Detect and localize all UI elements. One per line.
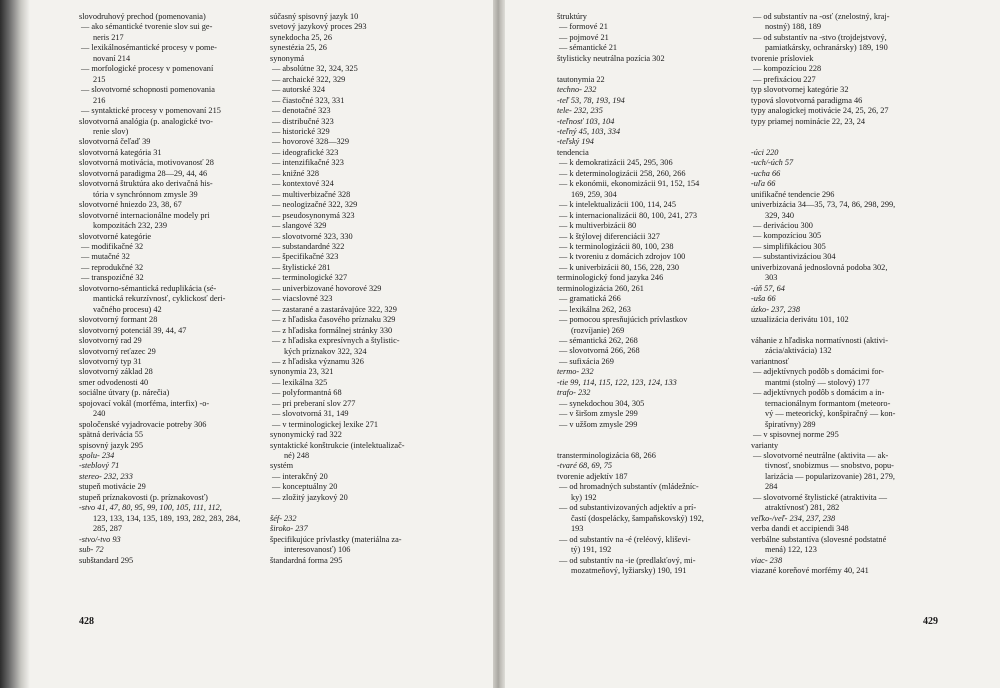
- index-subentry: nostný) 188, 189: [765, 22, 822, 32]
- index-subentry: — z hľadiska časového príznaku 329: [272, 315, 396, 325]
- index-subentry: — k štýlovej diferenciácii 327: [559, 231, 660, 241]
- page-number-left: 428: [79, 616, 94, 627]
- index-subentry: — z hľadiska významu 326: [272, 356, 364, 366]
- index-subentry: — autorské 324: [272, 85, 325, 95]
- index-subentry: — v spisovnej norme 295: [753, 430, 839, 440]
- entry-spacer: [751, 137, 937, 147]
- index-subentry: vačného procesu) 42: [93, 304, 162, 314]
- entry-spacer: [557, 430, 739, 440]
- index-entry: viazané koreňové morfémy 40, 241: [751, 565, 869, 575]
- index-subentry: 169, 259, 304: [571, 189, 617, 199]
- index-subentry: — zložitý jazykový 20: [272, 492, 348, 502]
- index-entry: tautonymia 22: [557, 74, 605, 84]
- index-entry: tvorenie adjektív 187: [557, 471, 628, 481]
- index-entry: váhanie z hľadiska normatívnosti (aktivi-: [751, 336, 889, 345]
- index-subentry: — k tvoreniu z domácich zdrojov 100: [559, 252, 686, 262]
- index-subentry: — gramatická 266: [559, 294, 621, 304]
- index-entry: súčasný spisovný jazyk 10: [270, 12, 359, 21]
- index-subentry: — viacslovné 323: [272, 294, 333, 304]
- index-entry: úzko- 237, 238: [751, 304, 801, 314]
- index-subentry: kých príznakov 322, 324: [284, 346, 367, 356]
- entry-spacer: [557, 64, 739, 74]
- index-subentry: renie slov): [93, 126, 129, 136]
- index-subentry: tý) 191, 192: [571, 545, 612, 555]
- index-subentry: mená) 122, 123: [765, 545, 817, 555]
- index-entry: slovotvorný rad 29: [79, 336, 142, 346]
- index-subentry: — historické 329: [272, 126, 330, 136]
- index-subentry: — sémantická 262, 268: [559, 336, 638, 346]
- index-subentry: — kompozíciou 305: [753, 231, 822, 241]
- index-entry: -teľ 53, 78, 193, 194: [557, 95, 625, 105]
- index-subentry: — slovotvorné schopnosti pomenovania: [81, 85, 215, 95]
- index-subentry: tória v synchrónnom zmysle 39: [93, 189, 198, 199]
- index-subentry: — neologizačné 322, 329: [272, 200, 358, 210]
- index-subentry: — slovotvorné 323, 330: [272, 231, 353, 241]
- index-subentry: — slangové 329: [272, 221, 327, 231]
- index-subentry: — k determinologizácii 258, 260, 266: [559, 168, 686, 178]
- index-entry: -tvaré 68, 69, 75: [557, 461, 613, 471]
- index-entry: slovotvorné kategórie: [79, 231, 152, 241]
- index-subentry: — polyformantná 68: [272, 388, 342, 398]
- index-entry: stupeň motivácie 29: [79, 482, 146, 492]
- index-subentry: — čiastočné 323, 331: [272, 95, 345, 105]
- index-subentry: — substandardné 322: [272, 241, 345, 251]
- index-entry: sociálne útvary (p. nárečia): [79, 388, 170, 398]
- index-entry: verba dandi et accipiendi 348: [751, 524, 849, 534]
- index-subentry: — k univerbizácii 80, 156, 228, 230: [559, 262, 680, 272]
- index-entry: stupeň príznakovosti (p. príznakovosť): [79, 492, 208, 502]
- index-entry: slovotvorná motivácia, motivovanosť 28: [79, 158, 214, 168]
- index-entry: systém: [270, 461, 294, 471]
- index-subentry: — slovotvorné štylistické (atraktivita —: [753, 492, 888, 502]
- index-subentry: — ako sémantické tvorenie slov sui ge-: [81, 22, 213, 32]
- index-entry: -úci 220: [751, 147, 779, 157]
- index-entry: spolu- 234: [79, 451, 115, 461]
- index-entry: uzualizácia derivátu 101, 102: [751, 315, 849, 325]
- index-entry: špecifikujúce prívlastky (materiálna za-: [270, 534, 402, 544]
- index-subentry: — transpozičné 32: [81, 273, 144, 283]
- index-subentry: zácia/aktivácia) 132: [765, 346, 832, 356]
- index-entry: terminologický fond jazyka 246: [557, 273, 664, 283]
- index-subentry: mantická rekurzívnosť, cyklickosť deri-: [93, 294, 226, 304]
- index-entry: smer odvodenosti 40: [79, 377, 149, 387]
- index-subentry: — knižné 328: [272, 168, 320, 178]
- index-subentry: — kompozíciou 228: [753, 64, 822, 74]
- index-subentry: 216: [93, 95, 106, 105]
- index-entry: -teľný 45, 103, 334: [557, 126, 621, 136]
- index-entry: variantnosť: [751, 356, 790, 366]
- index-entry: slovotvorné hniezdo 23, 38, 67: [79, 200, 182, 210]
- index-entry: univerbizácia 34—35, 73, 74, 86, 298, 299,: [751, 200, 896, 210]
- index-subentry: — pomocou spresňujúcich prívlastkov: [559, 315, 688, 325]
- index-entry: spoločenské vyjadrovacie potreby 306: [79, 419, 207, 429]
- index-subentry: — z hľadiska expresívnych a štylistic-: [272, 336, 400, 346]
- index-subentry: 123, 133, 134, 135, 189, 193, 282, 283, 284,: [93, 513, 241, 523]
- index-entry: tele- 232, 235: [557, 106, 603, 116]
- index-entry: štandardná forma 295: [270, 555, 343, 565]
- index-subentry: — špecifikačné 323: [272, 252, 339, 262]
- index-entry: slovotvorný potenciál 39, 44, 47: [79, 325, 187, 335]
- index-subentry: — pojmové 21: [559, 32, 609, 42]
- index-entry: synonymá: [270, 53, 305, 63]
- index-subentry: — štylistické 281: [272, 262, 331, 272]
- index-subentry: — kontextové 324: [272, 179, 334, 189]
- index-subentry: — denotačné 323: [272, 106, 331, 116]
- index-subentry: — v širšom zmysle 299: [559, 409, 638, 419]
- index-entry: termo- 232: [557, 367, 594, 377]
- index-subentry: 284: [765, 482, 778, 492]
- index-entry: transterminologizácia 68, 266: [557, 450, 656, 460]
- index-entry: spojovací vokál (morféma, interfix) -o-: [79, 398, 210, 408]
- index-subentry: — v užšom zmysle 299: [559, 419, 638, 429]
- index-entry: synonymia 23, 321: [270, 367, 334, 377]
- index-subentry: — adjektívnych podôb s domácim a in-: [753, 388, 885, 398]
- index-subentry: — absolútne 32, 324, 325: [272, 64, 358, 74]
- index-subentry: — lexikálna 262, 263: [559, 304, 631, 314]
- left-page: [0, 0, 493, 688]
- index-subentry: — hovorové 328—329: [272, 137, 349, 147]
- index-subentry: — synekdochou 304, 305: [559, 398, 645, 408]
- index-entry: -tie 99, 114, 115, 122, 123, 124, 133: [557, 377, 677, 387]
- index-entry: -úň 57, 64: [751, 283, 785, 293]
- index-entry: -teľnosť 103, 104: [557, 116, 615, 126]
- index-entry: tvorenie prísloviek: [751, 53, 814, 63]
- index-subentry: — od substantív na -é (reléový, kliševi-: [559, 534, 691, 544]
- right-page: [505, 0, 1000, 688]
- entry-spacer: [270, 503, 455, 513]
- index-subentry: — pseudosynonymá 323: [272, 210, 355, 220]
- index-subentry: — k intelektualizácii 100, 114, 245: [559, 200, 676, 210]
- index-subentry: — konceptuálny 20: [272, 482, 338, 492]
- index-entry: syntaktické konštrukcie (intelektualizač-: [270, 440, 405, 450]
- index-subentry: — deriváciou 300: [753, 221, 813, 231]
- index-subentry: — lexikálnosémantické procesy v pome-: [81, 43, 217, 53]
- index-subentry: — k terminologizácii 80, 100, 238: [559, 241, 674, 251]
- index-entry: -uch/-úch 57: [751, 158, 794, 168]
- index-subentry: kompozitách 232, 239: [93, 221, 167, 231]
- index-subentry: — slovotvorná 31, 149: [272, 409, 349, 419]
- index-subentry: — ideografické 323: [272, 147, 339, 157]
- index-entry: stereo- 232, 233: [79, 471, 133, 481]
- index-subentry: 329, 340: [765, 210, 795, 220]
- index-entry: -stvo/-tvo 93: [79, 534, 121, 544]
- index-entry: -uľa 66: [751, 179, 776, 189]
- index-subentry: né) 248: [284, 451, 310, 461]
- index-entry: terminologizácia 260, 261: [557, 283, 644, 293]
- index-column-1: [79, 12, 259, 566]
- index-entry: techno- 232: [557, 85, 597, 95]
- index-subentry: vý — meteorický, konšpiračný — kon-: [765, 409, 896, 419]
- index-entry: slovotvorný typ 31: [79, 356, 142, 366]
- index-entry: univerbizovaná jednoslovná podoba 302,: [751, 262, 888, 272]
- index-entry: -uša 66: [751, 294, 776, 304]
- index-entry: varianty: [751, 440, 779, 450]
- index-subentry: larizácia — popularizovanie) 281, 279,: [765, 471, 895, 481]
- index-entry: šéf- 232: [270, 513, 297, 523]
- index-subentry: ternacionálnym formantom (meteoro-: [765, 398, 891, 408]
- index-subentry: mozatmeňový, lyžiarsky) 190, 191: [571, 565, 687, 575]
- index-entry: typy analogickej motivácie 24, 25, 26, 27: [751, 106, 889, 116]
- index-column-4: [751, 12, 937, 576]
- index-entry: -stvo 41, 47, 80, 95, 99, 100, 105, 111, 112,: [79, 503, 222, 513]
- index-subentry: — z hľadiska formálnej stránky 330: [272, 325, 393, 335]
- index-subentry: — k multiverbizácii 80: [559, 221, 637, 231]
- index-subentry: — intenzifikačné 323: [272, 158, 344, 168]
- index-subentry: — formové 21: [559, 22, 608, 32]
- index-subentry: — v terminologickej lexike 271: [272, 419, 378, 429]
- index-subentry: — od substantív na -stvo (trojdejstvový,: [753, 32, 887, 42]
- index-subentry: — slovotvorné neutrálne (aktivita — ak-: [753, 450, 889, 460]
- index-entry: štruktúry: [557, 12, 587, 21]
- index-entry: verbálne substantíva (slovesné podstatné: [751, 534, 887, 544]
- index-entry: -ucha 66: [751, 168, 781, 178]
- index-subentry: atraktívnosť) 281, 282: [765, 503, 840, 513]
- index-entry: slovotvorná kategória 31: [79, 147, 162, 157]
- index-subentry: — reprodukčné 32: [81, 262, 144, 272]
- index-subentry: — od substantív na -ie (predlakťový, mi-: [559, 555, 696, 565]
- index-subentry: — interakčný 20: [272, 471, 328, 481]
- index-entry: slovodruhový prechod (pomenovania): [79, 12, 206, 21]
- index-subentry: — pri preberaní slov 277: [272, 398, 356, 408]
- index-entry: slovotvorná štruktúra ako derivačná his-: [79, 179, 213, 189]
- index-entry: synekdocha 25, 26: [270, 32, 332, 42]
- index-subentry: — sémantické 21: [559, 43, 618, 53]
- index-subentry: 193: [571, 524, 584, 534]
- index-subentry: — k ekonómii, ekonomizácii 91, 152, 154: [559, 179, 700, 189]
- index-entry: viac- 238: [751, 555, 783, 565]
- index-subentry: — simplifikáciou 305: [753, 241, 826, 251]
- index-entry: slovotvorná analógia (p. analogické tvo-: [79, 116, 213, 126]
- index-subentry: — slovotvorná 266, 268: [559, 346, 640, 356]
- entry-spacer: [557, 441, 739, 451]
- index-entry: typová slovotvorná paradigma 46: [751, 95, 863, 105]
- index-entry: slovotvorná čeľaď 39: [79, 137, 151, 147]
- index-subentry: — terminologické 327: [272, 273, 348, 283]
- index-subentry: neris 217: [93, 32, 124, 42]
- index-entry: slovotvorný formant 28: [79, 315, 158, 325]
- index-subentry: špiratívny) 289: [765, 419, 816, 429]
- index-subentry: novaní 214: [93, 53, 131, 63]
- index-entry: tendencia: [557, 147, 589, 157]
- index-entry: -steblový 71: [79, 461, 120, 471]
- index-subentry: — substantivizáciou 304: [753, 252, 836, 262]
- index-entry: štylisticky neutrálna pozícia 302: [557, 53, 665, 63]
- index-subentry: 285, 287: [93, 524, 123, 534]
- index-entry: svetový jazykový proces 293: [270, 22, 367, 32]
- index-subentry: — od substantivizovaných adjektív a prí-: [559, 503, 697, 513]
- index-entry: typy priamej nominácie 22, 23, 24: [751, 116, 866, 126]
- index-entry: -teľský 194: [557, 137, 594, 147]
- index-entry: veľko-/veľ- 234, 237, 238: [751, 513, 836, 523]
- index-subentry: — morfologické procesy v pomenovaní: [81, 64, 214, 74]
- index-entry: subštandard 295: [79, 555, 134, 565]
- index-subentry: — zastarané a zastarávajúce 322, 329: [272, 304, 397, 314]
- index-entry: trafo- 232: [557, 388, 591, 398]
- index-entry: široko- 237: [270, 524, 308, 534]
- index-subentry: ky) 192: [571, 492, 597, 502]
- index-entry: slovotvorné internacionálne modely pri: [79, 210, 210, 220]
- index-subentry: — multiverbizačné 328: [272, 189, 351, 199]
- index-entry: unifikačné tendencie 296: [751, 189, 835, 199]
- index-entry: sub- 72: [79, 545, 104, 555]
- index-subentry: — mutačné 32: [81, 252, 130, 262]
- index-entry: slovotvorný reťazec 29: [79, 346, 156, 356]
- index-subentry: 215: [93, 74, 106, 84]
- index-subentry: — k internacionalizácii 80, 100, 241, 273: [559, 210, 698, 220]
- index-subentry: pamiatkársky, ochranársky) 189, 190: [765, 43, 888, 53]
- index-subentry: interesovanosť) 106: [284, 545, 351, 555]
- index-column-2: [270, 12, 455, 566]
- index-subentry: (rozvíjanie) 269: [571, 325, 625, 335]
- index-subentry: — distribučné 323: [272, 116, 334, 126]
- index-entry: synestézia 25, 26: [270, 43, 327, 53]
- index-subentry: — prefixáciou 227: [753, 74, 816, 84]
- index-entry: slovotvorný základ 28: [79, 367, 153, 377]
- index-subentry: — modifikačné 32: [81, 241, 144, 251]
- index-entry: typ slovotvornej kategórie 32: [751, 85, 849, 95]
- index-subentry: — lexikálna 325: [272, 377, 328, 387]
- page-number-right: 429: [923, 616, 938, 627]
- entry-spacer: [751, 127, 937, 137]
- index-entry: slovotvorno-sémantická reduplikácia (sé-: [79, 283, 217, 293]
- index-subentry: 240: [93, 409, 106, 419]
- index-subentry: tivnosť, snobizmus — snobstvo, popu-: [765, 461, 894, 471]
- index-subentry: — od hromadných substantív (mládežníc-: [559, 482, 699, 492]
- index-entry: spisovný jazyk 295: [79, 440, 144, 450]
- index-subentry: — k demokratizácii 245, 295, 306: [559, 158, 673, 168]
- index-entry: synonymický rad 322: [270, 430, 342, 440]
- index-subentry: 303: [765, 273, 778, 283]
- index-subentry: — sufixácia 269: [559, 356, 614, 366]
- index-column-3: [557, 12, 739, 576]
- index-subentry: — od substantív na -osť (znelostný, kraj-: [753, 12, 890, 21]
- index-subentry: — archaické 322, 329: [272, 74, 346, 84]
- index-subentry: — syntaktické procesy v pomenovaní 215: [81, 106, 221, 116]
- entry-spacer: [751, 326, 937, 336]
- index-subentry: — univerbizované hovorové 329: [272, 283, 382, 293]
- page-edge-shadow: [0, 0, 30, 688]
- index-entry: spätná derivácia 55: [79, 430, 144, 440]
- index-entry: slovotvorná paradigma 28—29, 44, 46: [79, 168, 208, 178]
- book-spine: [493, 0, 505, 688]
- index-subentry: — adjektívnych podôb s domácimi for-: [753, 367, 884, 377]
- index-subentry: mantmi (stolný — stolový) 177: [765, 377, 870, 387]
- index-subentry: častí (dospelácky, šampaňskovský) 192,: [571, 513, 704, 523]
